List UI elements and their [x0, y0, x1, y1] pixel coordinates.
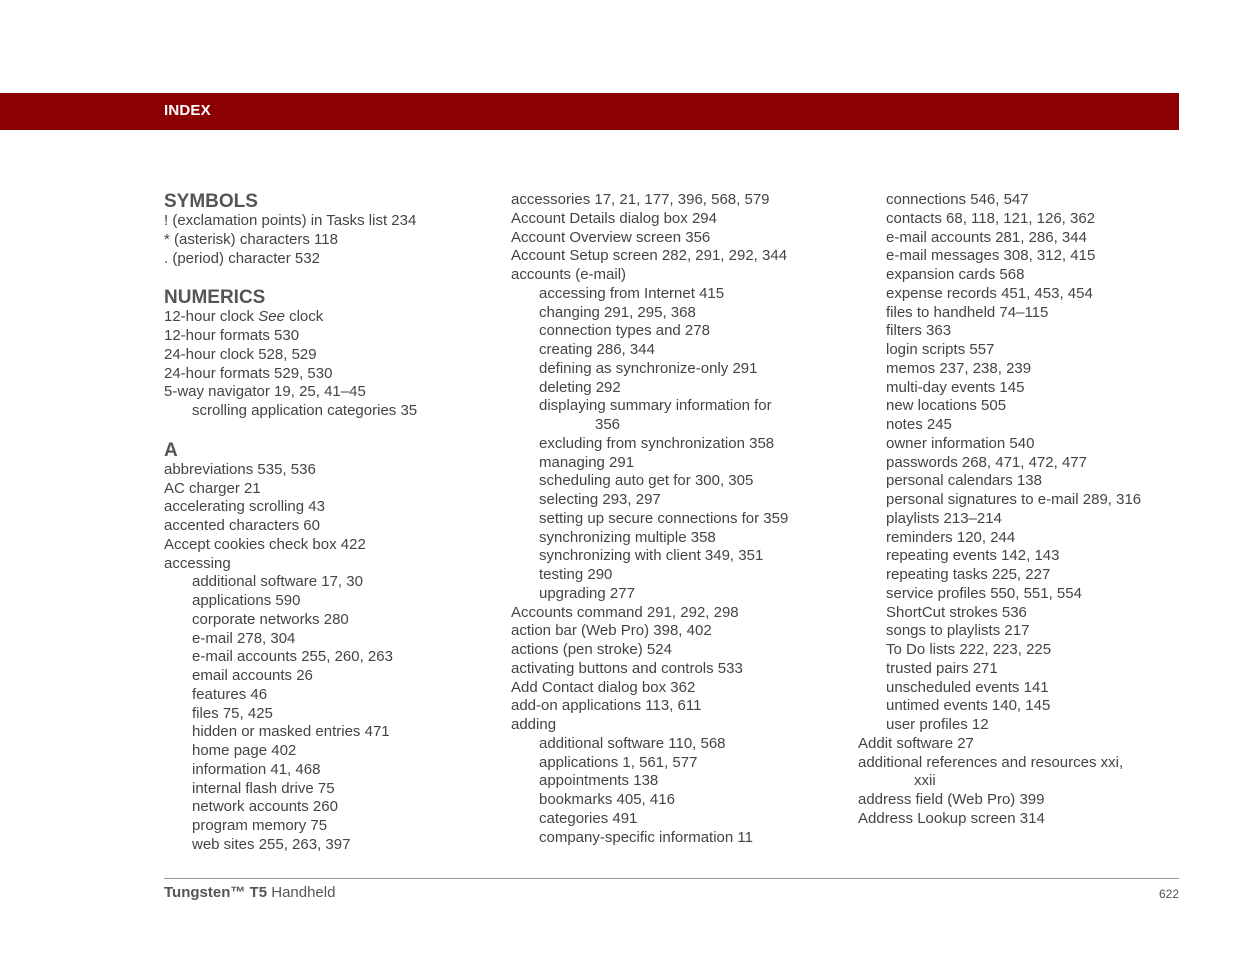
entry-text: connection types and 278: [539, 322, 710, 340]
index-subentry: [164, 630, 494, 649]
entry-text: Accept cookies check box 422: [164, 535, 366, 553]
index-entry: [164, 383, 494, 402]
entry-text: notes 245: [886, 416, 952, 433]
index-subentry: [511, 585, 841, 604]
index-subentry: [858, 210, 1188, 229]
entry-text: abbreviations 535, 536: [164, 460, 316, 478]
entry-text: applications 1, 561, 577: [539, 753, 698, 771]
index-entry: [511, 716, 841, 735]
entry-text: managing 291: [539, 453, 635, 471]
index-subentry: [858, 604, 1188, 623]
entry-text: personal calendars 138: [886, 472, 1042, 490]
index-subentry: [858, 660, 1188, 679]
index-entry: [164, 517, 494, 536]
index-subentry: [164, 686, 494, 705]
entry-continuation: xxii: [914, 772, 936, 790]
entry-text: * (asterisk) characters 118: [164, 230, 338, 248]
index-entry: [164, 480, 494, 499]
index-entry: [858, 754, 1188, 773]
entry-text: actions (pen stroke) 524: [511, 641, 672, 658]
entry-text: network accounts 260: [192, 798, 338, 816]
index-entry: [164, 308, 494, 327]
section-heading: SYMBOLS: [164, 191, 258, 212]
index-subentry: [858, 454, 1188, 473]
entry-text: home page 402: [192, 742, 297, 759]
page-number: 622: [1158, 887, 1179, 901]
index-entry: [511, 641, 841, 660]
entry-text: hidden or masked entries 471: [192, 723, 390, 741]
entry-text: accessing from Internet 415: [539, 284, 725, 302]
entry-text: testing 290: [539, 566, 613, 583]
index-subentry: [511, 791, 841, 810]
entry-continuation: 356: [595, 416, 621, 433]
index-subentry: [858, 247, 1188, 266]
entry-text: expansion cards 568: [886, 266, 1025, 283]
entry-text: 5-way navigator 19, 25, 41–45: [164, 383, 366, 401]
entry-text: excluding from synchronization 358: [539, 434, 775, 452]
entry-text: internal flash drive 75: [192, 779, 335, 797]
entry-text: 12-hour clock: [164, 308, 259, 326]
entry-text: expense records 451, 453, 454: [886, 284, 1093, 302]
index-subentry: [511, 285, 841, 304]
entry-text: songs to playlists 217: [886, 622, 1030, 640]
entry-text: creating 286, 344: [539, 341, 655, 358]
entry-text: filters 363: [886, 322, 952, 340]
entry-text: service profiles 550, 551, 554: [886, 584, 1082, 602]
entry-text: selecting 293, 297: [539, 491, 661, 508]
index-subentry: [858, 491, 1188, 510]
index-subentry: [164, 836, 494, 855]
entry-text: changing 291, 295, 368: [539, 303, 696, 321]
index-subentry: [858, 679, 1188, 698]
index-subentry: [858, 304, 1188, 323]
index-entry: [164, 555, 494, 574]
entry-text: files 75, 425: [192, 704, 273, 722]
entry-text: trusted pairs 271: [886, 659, 998, 677]
index-subentry: [511, 772, 841, 791]
entry-text: unscheduled events 141: [886, 678, 1049, 696]
entry-text: adding: [511, 716, 557, 733]
entry-text: Account Overview screen 356: [511, 228, 711, 246]
footer-product: [164, 884, 335, 901]
index-entry: [858, 735, 1188, 754]
index-entry: [164, 231, 494, 250]
entry-text: user profiles 12: [886, 716, 989, 733]
entry-text: contacts 68, 118, 121, 126, 362: [886, 209, 1096, 227]
entry-text: 12-hour formats 530: [164, 327, 300, 344]
entry-text: bookmarks 405, 416: [539, 791, 675, 808]
entry-text: playlists 213–214: [886, 509, 1002, 527]
entry-text: web sites 255, 263, 397: [192, 835, 351, 853]
index-subentry: [511, 341, 841, 360]
index-entry: [511, 604, 841, 623]
entry-text: additional software 110, 568: [539, 734, 726, 752]
index-subentry: [858, 566, 1188, 585]
entry-text: connections 546, 547: [886, 191, 1029, 208]
entry-text: Addit software 27: [858, 734, 974, 752]
entry-text: repeating events 142, 143: [886, 547, 1060, 565]
entry-text: activating buttons and controls 533: [511, 659, 743, 677]
entry-text: repeating tasks 225, 227: [886, 566, 1051, 583]
index-column-2: [511, 191, 841, 847]
entry-text: e-mail accounts 255, 260, 263: [192, 648, 393, 666]
index-subentry: [511, 829, 841, 848]
entry-text: ShortCut strokes 536: [886, 603, 1027, 621]
index-subentry: [858, 435, 1188, 454]
entry-text: defining as synchronize-only 291: [539, 359, 758, 377]
index-subentry: [511, 810, 841, 829]
entry-text: accelerating scrolling 43: [164, 498, 325, 516]
entry-text: accented characters 60: [164, 517, 320, 534]
index-subentry: [511, 754, 841, 773]
index-entry: [858, 810, 1188, 829]
index-subentry: [858, 285, 1188, 304]
entry-text: applications 590: [192, 592, 301, 609]
entry-text: program memory 75: [192, 817, 328, 834]
index-subentry: [511, 304, 841, 323]
footer-product-suffix: Handheld: [267, 884, 336, 901]
entry-text: additional references and resources xxi,: [858, 753, 1124, 771]
index-subentry: [164, 402, 494, 421]
index-entry: [511, 660, 841, 679]
index-subentry: [858, 360, 1188, 379]
index-column-3: [858, 191, 1188, 829]
index-subentry: [511, 735, 841, 754]
entry-text: owner information 540: [886, 434, 1035, 452]
entry-text: synchronizing with client 349, 351: [539, 547, 764, 565]
entry-text: categories 491: [539, 809, 638, 827]
index-subentry: [858, 641, 1188, 660]
entry-text: login scripts 557: [886, 341, 995, 358]
index-subentry: [164, 742, 494, 761]
entry-text: corporate networks 280: [192, 610, 349, 628]
entry-text-after: clock: [284, 308, 324, 326]
entry-text: files to handheld 74–115: [886, 303, 1049, 321]
index-subentry: [858, 697, 1188, 716]
header-bar: [0, 93, 1179, 130]
index-subentry: [164, 648, 494, 667]
index-entry: [164, 250, 494, 269]
entry-text: Account Setup screen 282, 291, 292, 344: [511, 247, 788, 265]
entry-text: e-mail 278, 304: [192, 629, 296, 647]
entry-text: 24-hour clock 528, 529: [164, 345, 317, 363]
index-entry: [511, 622, 841, 641]
entry-text: email accounts 26: [192, 667, 313, 684]
entry-text: new locations 505: [886, 397, 1007, 415]
index-subentry: [511, 360, 841, 379]
index-entry: [164, 346, 494, 365]
index-subentry: [164, 780, 494, 799]
header-title: INDEX: [164, 102, 211, 119]
index-subentry: [164, 798, 494, 817]
index-subentry: [858, 416, 1188, 435]
index-subentry: [858, 716, 1188, 735]
footer-product-name: Tungsten™ T5: [164, 884, 268, 901]
entry-text: 24-hour formats 529, 530: [164, 364, 333, 382]
index-entry: [511, 697, 841, 716]
entry-text: AC charger 21: [164, 479, 261, 497]
index-entry: [164, 498, 494, 517]
index-entry: [511, 266, 841, 285]
index-subentry: [858, 510, 1188, 529]
index-subentry: [858, 322, 1188, 341]
index-subentry: [858, 341, 1188, 360]
index-subentry: [511, 491, 841, 510]
index-subentry: [511, 510, 841, 529]
index-subentry: [511, 435, 841, 454]
section-heading: NUMERICS: [164, 287, 266, 309]
index-entry: [164, 212, 494, 231]
entry-text: To Do lists 222, 223, 225: [886, 641, 1052, 658]
index-subentry: [164, 667, 494, 686]
index-subentry: [858, 472, 1188, 491]
entry-text: personal signatures to e-mail 289, 316: [886, 491, 1142, 508]
entry-text: ! (exclamation points) in Tasks list 234: [164, 212, 417, 229]
index-subentry: [858, 229, 1188, 248]
index-entry: [511, 229, 841, 248]
index-entry: [858, 791, 1188, 810]
index-subentry: [164, 817, 494, 836]
index-subentry: [858, 191, 1188, 210]
entry-text: add-on applications 113, 611: [511, 697, 702, 715]
entry-text: accessing: [164, 554, 231, 572]
footer-divider: [164, 878, 1179, 879]
entry-text: passwords 268, 471, 472, 477: [886, 453, 1087, 471]
entry-text: Accounts command 291, 292, 298: [511, 603, 739, 621]
index-entry: [164, 327, 494, 346]
index-subentry: [511, 454, 841, 473]
index-subentry: [511, 322, 841, 341]
entry-text: untimed events 140, 145: [886, 697, 1051, 715]
index-subentry: [164, 611, 494, 630]
entry-text: deleting 292: [539, 378, 621, 396]
index-subentry: [858, 585, 1188, 604]
index-subentry: [164, 705, 494, 724]
entry-text: Address Lookup screen 314: [858, 809, 1045, 827]
index-subentry: [511, 529, 841, 548]
entry-text: appointments 138: [539, 772, 659, 790]
entry-text: action bar (Web Pro) 398, 402: [511, 622, 712, 640]
index-entry: [164, 536, 494, 555]
entry-text: Add Contact dialog box 362: [511, 678, 696, 696]
entry-text: e-mail accounts 281, 286, 344: [886, 228, 1087, 246]
entry-text: e-mail messages 308, 312, 415: [886, 247, 1096, 265]
index-subentry: [858, 397, 1188, 416]
index-subentry: [858, 547, 1188, 566]
entry-text: displaying summary information for: [539, 397, 772, 415]
entry-text: accessories 17, 21, 177, 396, 568, 579: [511, 191, 770, 208]
entry-text: reminders 120, 244: [886, 528, 1016, 546]
index-subentry: [858, 266, 1188, 285]
index-entry: [164, 461, 494, 480]
index-subentry: [164, 761, 494, 780]
index-subentry: [858, 622, 1188, 641]
entry-text: company-specific information 11: [539, 828, 753, 846]
index-subentry: [511, 547, 841, 566]
entry-text: Account Details dialog box 294: [511, 209, 717, 227]
section-heading: A: [164, 439, 178, 461]
index-entry: [164, 365, 494, 384]
entry-text: upgrading 277: [539, 584, 635, 602]
index-subentry: [511, 472, 841, 491]
index-subentry: [511, 379, 841, 398]
index-subentry: [858, 529, 1188, 548]
entry-text: accounts (e-mail): [511, 266, 627, 283]
entry-text: multi-day events 145: [886, 378, 1025, 396]
index-subentry: [164, 573, 494, 592]
entry-text: features 46: [192, 685, 268, 703]
index-entry: [511, 247, 841, 266]
entry-text: additional software 17, 30: [192, 573, 363, 591]
entry-text: synchronizing multiple 358: [539, 528, 716, 546]
index-column-1: [164, 191, 494, 855]
index-subentry: [511, 566, 841, 585]
index-entry: [511, 210, 841, 229]
entry-text: memos 237, 238, 239: [886, 359, 1032, 377]
index-subentry: [164, 723, 494, 742]
index-subentry: [511, 397, 841, 416]
entry-see-reference: See: [258, 308, 285, 326]
index-entry: [511, 191, 841, 210]
entry-text: scrolling application categories 35: [192, 402, 418, 419]
index-subentry: [164, 592, 494, 611]
entry-text: information 41, 468: [192, 760, 321, 778]
entry-text: address field (Web Pro) 399: [858, 791, 1045, 808]
entry-text: . (period) character 532: [164, 249, 320, 267]
index-subentry: [858, 379, 1188, 398]
entry-text: scheduling auto get for 300, 305: [539, 472, 754, 490]
entry-text: setting up secure connections for 359: [539, 509, 789, 527]
index-entry: [511, 679, 841, 698]
